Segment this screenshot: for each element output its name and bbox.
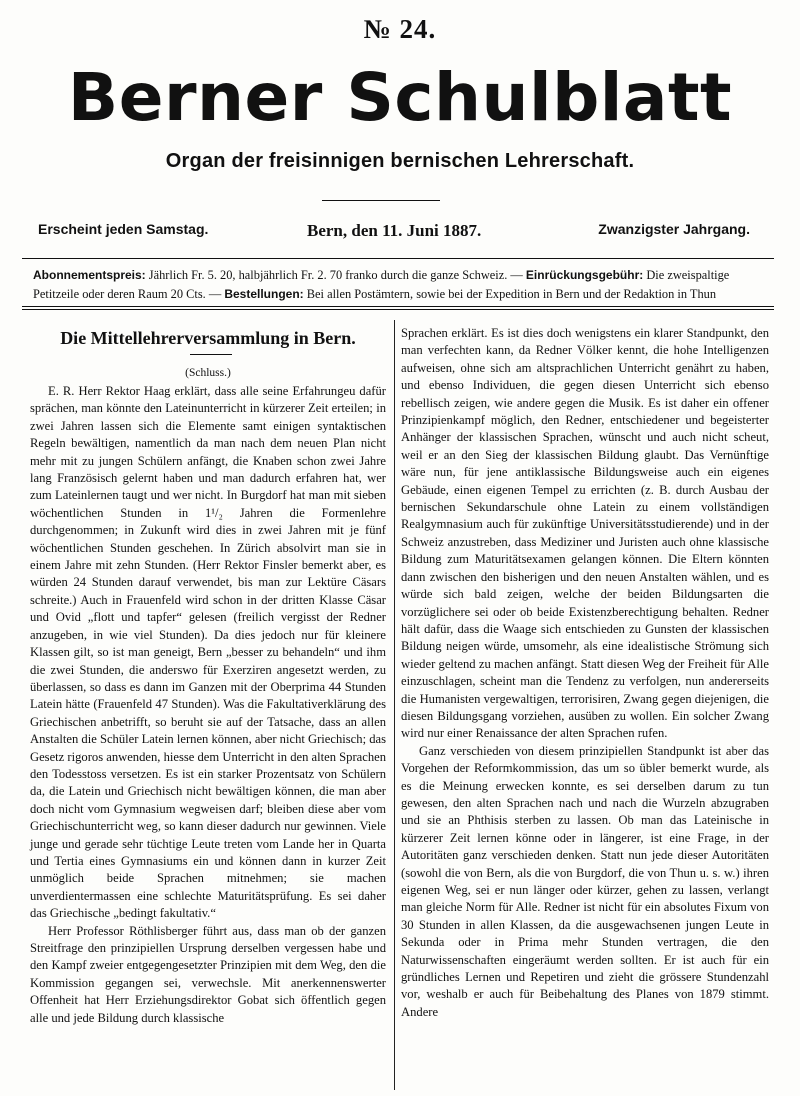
subscription-info	[33, 266, 767, 304]
volume-year: Zwanzigster Jahrgang.	[598, 221, 750, 237]
insertion-fee-text: Die zweispaltige	[643, 268, 730, 282]
publication-frequency: Erscheint jeden Samstag.	[38, 221, 209, 237]
paragraph: Herr Professor Röthlisberger führt aus, dass man ob der ganzen Streitfrage den prinzipiellen Ursprung derselben vergessen habe und den Kampf zweier entgegengesetzter Prinzipien mit dem Weg, den die Kommission gegangen sei, verwechsle. Mit anerkennenswerter Offenheit hat Herr Erziehungsdirektor Gobat sich öffentlich gegen alle und jede Bildung durch klassische	[30, 923, 386, 1025]
insertion-fee-label: Einrückungsgebühr:	[525, 268, 644, 282]
paragraph: E. R. Herr Rektor Haag erklärt, dass alle seine Erfahrungeu dafür sprächen, man könnte den Lateinunterricht in kürzerer Zeit erteilen; in zwei Jahren lassen sich die Elemente samt einigen syntaktischen Regeln bewältigen, namentlich da man nach dem neuen Plan nicht mehr mit zu jungen Schülern anfängt, die Knaben schon zwei Jahre lang Französisch gelernt haben und man dadurch erfahren hat, wer zum Lateinlernen taugt und wer nicht. In Burgdorf hat man mit sieben wöchentlichen Stunden in 1¹/₂ Jahren die Formenlehre durchgenommen; in Zukunft wird dies in zwei Jahren mit je fünf wöchentlichen Stunden geschehen. In Zürich absolvirt man sie in einem Jahre mit zehn Stunden. (Herr Rektor Finsler bemerkt aber, es würden 24 Stunden darauf verwendet, bis man zur Lektüre Cäsars schreite.) Auch in Frauenfeld wird schon in der dritten Klasse Cäsar und Ovid „flott und tapfer“ gelesen (freilich vergisst der Redner anzugeben, in wie viel Stunden). Da dies jedoch nur für kleinere Klassen gilt, so ist man geneigt, Bern „besser zu behandeln“ und ihm die zwei Stunden, die anderswo für Exerziren angesetzt werden, zu überlassen, so dass es dann im Ganzen mit der Oberprima 44 Stunden Latein hätte (Frauenfeld 47 Stunden). Was die Fakultativerklärung des Griechischen anbetrifft, so beruht sie auf der Tatsache, dass an allen Anstalten die Schüler Latein lernen können, aber nicht Griechisch; das Gesetz rigoros anwenden, hiesse dem Unterricht in den alten Sprachen den Todesstoss versetzen. Es ist ein starker Prozentsatz von Schülern da, die Latein und Griechisch nicht bewältigen können, die man aber doch nicht vom Gymnasium wegweisen darf; bleiben diese aber vom Griechischunterricht weg, so kann dieser dadurch nur gewinnen. Viele junge und gerade sehr tüchtige Leute treten vom Lande her in Quarta und Tertia eines Gymnasiums ein und können dann in kurzer Zeit unmöglich beide Sprachen mitnehmen; sie machen unverdientermassen eine schlechte Maturitätsprüfung. Es sei daher das Griechische „bedingt fakultativ.“	[30, 384, 387, 921]
issue-number: № 24.	[363, 14, 437, 44]
title-divider	[190, 354, 232, 355]
subscription-label: Abonnementspreis:	[33, 268, 146, 282]
place-date: Bern, den 11. Juni 1887.	[307, 221, 482, 240]
divider-short	[322, 200, 440, 201]
masthead-title: Berner Schulblatt	[67, 59, 733, 136]
paragraph: Sprachen erklärt. Es ist dies doch wenigstens ein klarer Standpunkt, den man verfechten kann, da Redner Völker kennt, die hohe Intelligenzen aufweisen, ohne sich am altsprachlichen Unterricht genährt zu haben, und ebenso Individuen, die gegen diesen Unterricht sich ebenso rebellisch zeigen, wie andere gegen die Musik. Es ist daher ein offener Prinzipienkampf möglich, den Redner, entschiedener und begeisterter Anhänger der klassischen Sprachen, wünscht und auch nicht scheut, weil er an den Sieg der klassischen Bildung glaubt. Das Vernünftige wäre nun, für jene antiklassische Bildungsweise auch ein eigenes Gebäude, einen eigenen Tempel zu errichten (z. B. durch Ausbau der bernischen Sekundarschule ohne Latein zu einem vollständigen Realgymnasium auch für zukünftige Universitätsstudierende) und in der Schweiz anzustreben, dass Mediziner und Juristen auch ohne klassische Bildung zum Maturitätsexamen gelangen können. Die Eltern könnten dann zwischen den bisherigen und den neuen Anstalten wählen, und es würde sich bald zeigen, welche der beiden Bildungsarten die vorzüglichere sei oder ob beide Existenzberechtigung behalten. Redner hält dafür, dass die Waage sich entschieden zu Gunsten der klassischen Bildung neigen würde, umsomehr, als eine idealistische Strömung sich wieder geltend zu machen anfängt. Statt diesen Weg der Freiheit für Alle einzuschlagen, scheint man die Tendenz zu verfolgen, nun andererseits die Humanisten vergewaltigen, terrorisiren, Zwang gegen diejenigen, die diesen Bildungsgang vorziehen, ausüben zu wollen. Ein solcher Zwang wird nur einer Renaissance der alten Sprachen rufen.	[401, 326, 769, 741]
masthead-subtitle: Organ der freisinnigen bernischen Lehrerschaft.	[165, 150, 635, 172]
column-left	[30, 383, 386, 1027]
insertion-fee-text-2: Petitzeile oder deren Raum 20 Cts. —	[33, 287, 225, 301]
orders-text: Bei allen Postämtern, sowie bei der Expedition in Bern und der Redaktion in Thun	[303, 287, 717, 301]
article-note: (Schluss.)	[185, 367, 231, 379]
divider-bottom-double	[22, 309, 774, 310]
orders-label: Bestellungen:	[224, 287, 304, 301]
column-right	[401, 325, 769, 1021]
divider-top	[22, 258, 774, 259]
subscription-text: Jährlich Fr. 5. 20, halbjährlich Fr. 2. 70 franko durch die ganze Schweiz. —	[145, 268, 526, 282]
divider-bottom	[22, 306, 774, 307]
paragraph: Ganz verschieden von diesem prinzipiellen Standpunkt ist aber das Vorgehen der Reformkommission, das um so übler bemerkt wurde, als es die Meinung erwecken konnte, es sei derselben darum zu tun gewesen, den alten Sprachen nach und nach die Wurzeln abzugraben und sie an Phthisis sterben zu lassen. Ob man das Lateinische in kürzerer Zeit lernen könne oder in längerer, ist eine Frage, in der Autoritäten ganz verschieden denken. Statt nun jede dieser Autoritäten (sowohl die von Bern, als die von Burgdorf, die von Thun u. s. w.) ihren eigenen Weg, sei er nun länger oder kürzer, gehen zu lassen, verlangt man gleiche Norm für Alle. Redner ist nicht für ein absolutes Fixum von 30 Stunden in allen Klassen, da die ausgewachsenen jungen Leute in Sekunda oder in Prima mehr Stunden vertragen, die den Naturwissenschaften eingeräumt werden sollten. Er ist auch für ein gründliches Lernen und Repetiren und zieht die grössere Stundenzahl vor, weshalb er auch für Beibehaltung des Planes von 1879 stimmt. Andere	[401, 743, 769, 1019]
article-title: Die Mittellehrerversammlung in Bern.	[60, 328, 356, 348]
column-divider	[394, 320, 395, 1090]
